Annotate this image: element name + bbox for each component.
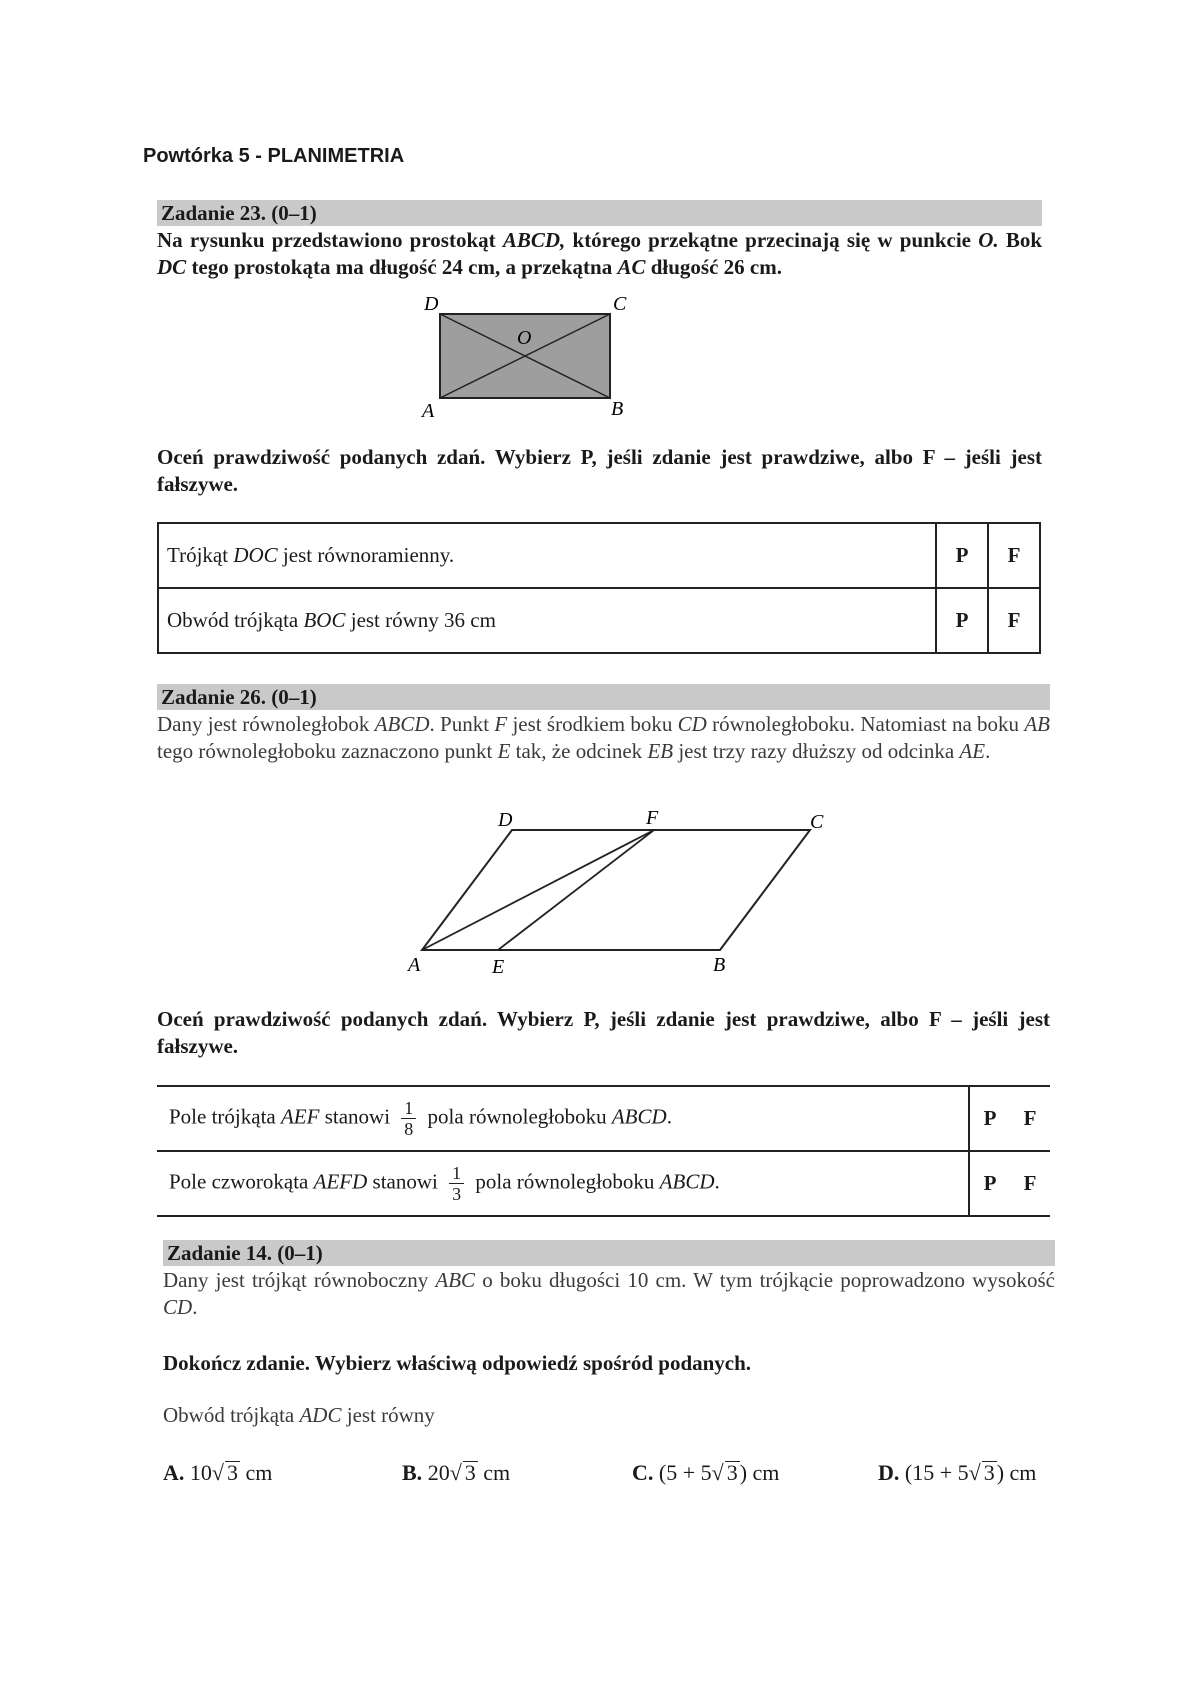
label-e: E: [492, 956, 505, 978]
label-a: A: [408, 954, 421, 976]
task23-heading: Zadanie 23. (0–1): [157, 200, 1042, 226]
label-d: D: [424, 293, 439, 315]
rectangle-figure: [400, 290, 660, 425]
table-row: [157, 1151, 1050, 1216]
label-f: F: [646, 807, 659, 829]
parallelogram-figure: [390, 800, 850, 980]
label-b: B: [713, 954, 726, 976]
task23-table: [157, 522, 1041, 654]
table-row: [157, 1086, 1050, 1151]
task14-heading: Zadanie 14. (0–1): [163, 1240, 1055, 1266]
table-row: [158, 523, 1040, 588]
answer-option-c[interactable]: C. (5 + 5√ 3) cm: [632, 1460, 780, 1485]
segment-ef: [498, 830, 654, 950]
label-b: B: [611, 398, 624, 420]
task23-instruction: Oceń prawdziwość podanych zdań. Wybierz P, jeśli zdanie jest prawdziwe, albo F – jeśli jest fałszywe.: [157, 445, 1042, 496]
option-f[interactable]: F: [988, 588, 1040, 653]
answer-option-b[interactable]: B. 20√ 3 cm: [402, 1460, 511, 1485]
option-f[interactable]: F: [1010, 1151, 1050, 1216]
fraction: $\frac{1}{3}$: [449, 1163, 464, 1204]
task14-question: Obwód trójkąta ADC jest równy: [163, 1403, 435, 1427]
option-p[interactable]: P: [969, 1086, 1010, 1151]
statement-cell: Trójkąt DOC jest równoramienny.: [158, 523, 936, 588]
label-c: C: [613, 293, 627, 315]
task26-intro: Dany jest równoległobok ABCD. Punkt F jest środkiem boku CD równoległoboku. Natomiast na boku AB tego równoległoboku zaznaczono punkt E tak, że odcinek EB jest trzy razy dłuższy od odcinka AE.: [157, 712, 1051, 763]
table-row: [158, 588, 1040, 653]
label-a: A: [422, 400, 435, 422]
option-f[interactable]: F: [988, 523, 1040, 588]
answer-option-a[interactable]: A. 10√ 3 cm: [163, 1460, 273, 1485]
label-d: D: [498, 809, 513, 831]
parallelogram-abcd: [422, 830, 810, 950]
fraction: $\frac{1}{8}$: [401, 1098, 416, 1139]
task14-instruction: Dokończ zdanie. Wybierz właściwą odpowiedź spośród podanych.: [163, 1351, 752, 1375]
segment-af: [422, 830, 654, 950]
option-f[interactable]: F: [1010, 1086, 1050, 1151]
label-o: O: [517, 327, 532, 349]
task26-table: [157, 1085, 1050, 1217]
page-title: Powtórka 5 - PLANIMETRIA: [143, 145, 405, 167]
label-c: C: [810, 811, 824, 833]
answer-option-d[interactable]: D. (15 + 5√ 3) cm: [878, 1460, 1037, 1485]
option-p[interactable]: P: [936, 588, 988, 653]
statement-cell: Obwód trójkąta BOC jest równy 36 cm: [158, 588, 936, 653]
task26-heading: Zadanie 26. (0–1): [157, 684, 1050, 710]
task26-instruction: Oceń prawdziwość podanych zdań. Wybierz P, jeśli zdanie jest prawdziwe, albo F – jeśli jest fałszywe.: [157, 1007, 1050, 1058]
task14-intro: Dany jest trójkąt równoboczny ABC o boku długości 10 cm. W tym trójkącie poprowadzono wysokość CD.: [163, 1268, 1055, 1319]
statement-cell: Pole czworokąta AEFD stanowi $\frac{1}{3}$ pola równoległoboku ABCD.: [157, 1151, 969, 1216]
option-p[interactable]: P: [936, 523, 988, 588]
task23-intro: Na rysunku przedstawiono prostokąt ABCD, którego przekątne przecinają się w punkcie O. Bok DC tego prostokąta ma długość 24 cm, a przekątna AC długość 26 cm.: [157, 228, 1043, 279]
statement-cell: Pole trójkąta AEF stanowi $\frac{1}{8}$ pola równoległoboku ABCD.: [157, 1086, 969, 1151]
option-p[interactable]: P: [969, 1151, 1010, 1216]
